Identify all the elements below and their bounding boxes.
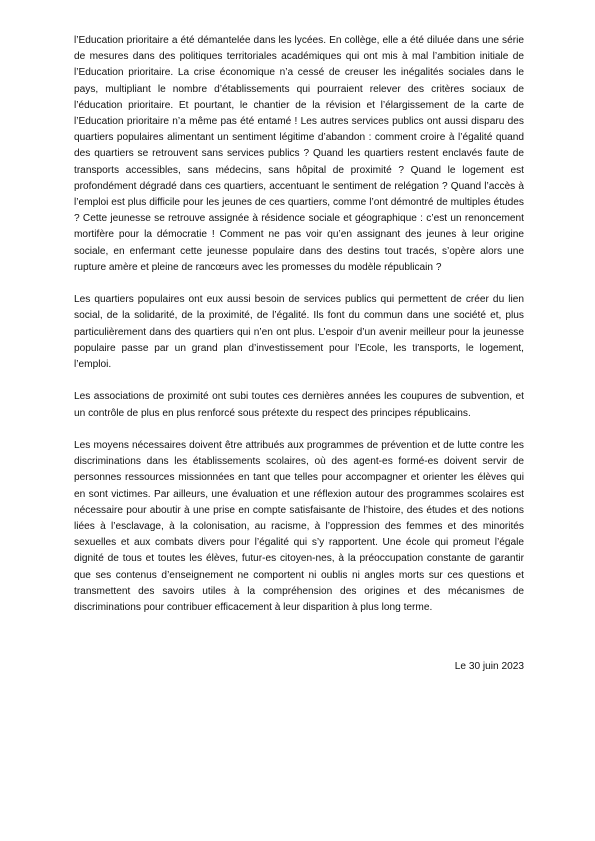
document-date: Le 30 juin 2023 bbox=[454, 661, 524, 672]
document-body bbox=[74, 33, 524, 632]
paragraph-associations: Les associations de proximité ont subi toutes ces dernières années les coupures de subvention, et un contrôle de plus en plus renforcé sous prétexte du respect des principes républicains. bbox=[74, 391, 524, 419]
paragraph-services-publics: Les quartiers populaires ont eux aussi besoin de services publics qui permettent de créer du lien social, de la solidarité, de la proximité, de l’égalité. Ils font du commun dans une société et, plus particulièrement dans des quartiers qui n’en ont plus. L’espoir d’un avenir meilleur pour la jeunesse populaire passe par un grand plan d’investissement pour l’Ecole, les transports, le logement, l’emploi. bbox=[74, 294, 524, 371]
paragraph-discriminations: Les moyens nécessaires doivent être attribués aux programmes de prévention et de lutte contre les discriminations dans les établissements scolaires, où des agent-es formé-es doivent servir de personnes ressources missionnées en tant que telles pour accompagner et orienter les élèves qui en sont victimes. Par ailleurs, une évaluation et une réflexion autour des programmes scolaires est nécessaire pour aboutir à une prise en compte satisfaisante de l’histoire, des études et des notions liées à l’esclavage, à la colonisation, au racisme, à l’oppression des femmes et des minorités sexuelles et aux combats divers pour l’égalité qui s’y rapportent. Une école qui promeut l’égale dignité de tous et toutes les élèves, futur-es citoyen-nes, à la préoccupation constante de garantir que ses contenus d’enseignement ne comportent ni oublis ni angles morts sur ces questions et transmettent des savoirs utiles à la compréhension des origines et des mécanismes de discriminations pour contribuer efficacement à leur disparition à plus long terme. bbox=[74, 440, 524, 614]
paragraph-education-prioritaire: l’Education prioritaire a été démantelée dans les lycées. En collège, elle a été diluée dans une série de mesures dans des politiques territoriales académiques qui ont mis à mal l’ambition initiale de l’Education prioritaire. La crise économique n’a cessé de creuser les inégalités sociales dans le pays, multipliant le nombre d’établissements qui pourraient relever des critères sociaux de l’éducation prioritaire. Et pourtant, le chantier de la révision et l’élargissement de la carte de l’Education prioritaire n’a même pas été entamé ! Les autres services publics ont aussi disparu des quartiers populaires alimentant un sentiment légitime d’abandon : comment croire à l’égalité quand des quartiers se retrouvent sans services publics ? Quand les quartiers restent enclavés faute de transports accessibles, sans médecins, sans hôpital de proximité ? Quand le logement est profondément dégradé dans ces quartiers, accentuant le sentiment de relégation ? Quand l’accès à l’emploi est plus difficile pour les jeunes de ces quartiers, comme l’ont démontré de multiples études ? Cette jeunesse se retrouve assignée à résidence sociale et géographique : c’est un renoncement mortifère pour la démocratie ! Comment ne pas voir qu’en assignant des jeunes à leur origine sociale, en enfermant cette jeunesse populaire dans des destins tout tracés, s’opère alors une rupture amère et pleine de rancœurs avec les promesses du modèle républicain ? bbox=[74, 35, 524, 273]
